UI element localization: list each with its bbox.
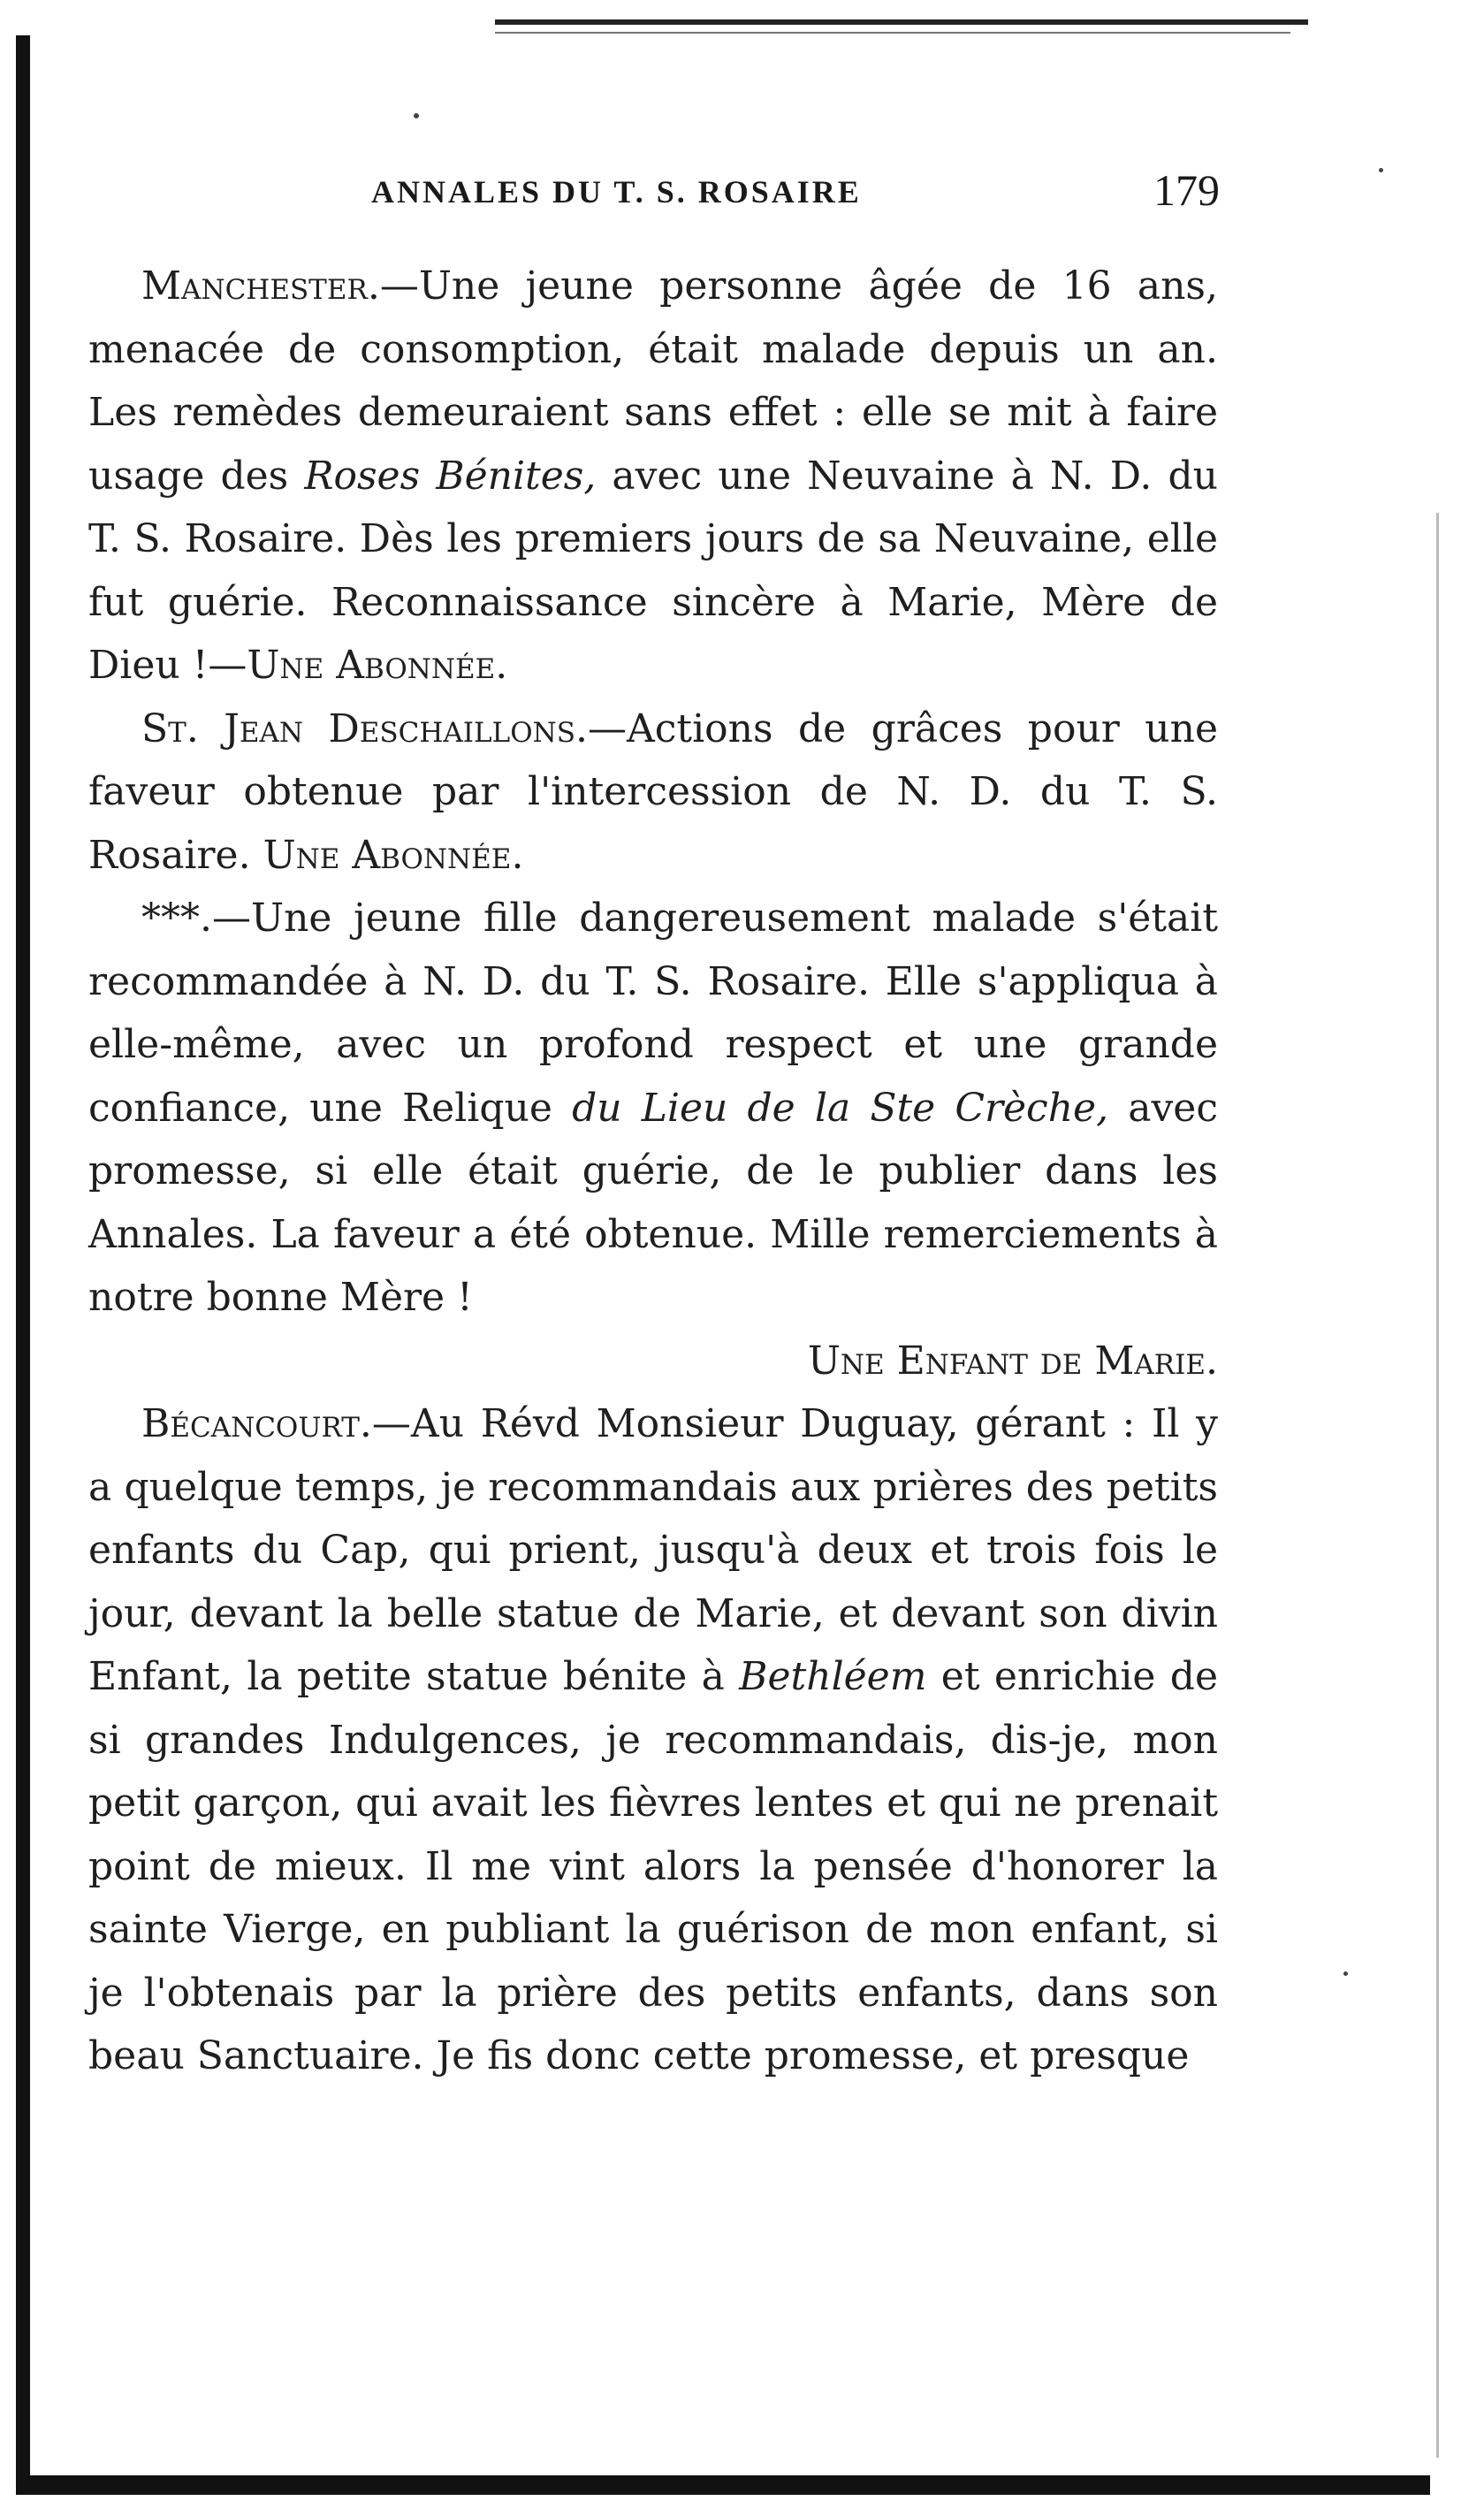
body-text: [88, 255, 1218, 2088]
signature: Une Enfant de Marie.: [807, 1338, 1218, 1384]
paragraph-text: avec promesse, si elle était guérie, de le publier dans les Annales. La faveur a été obtenue. Mille remerciements à notre bonne Mère !: [88, 1085, 1218, 1320]
place-name: Manchester.: [141, 263, 380, 309]
bottom-border-bar: [16, 2475, 1430, 2495]
right-rule: [1436, 513, 1439, 2458]
scan-speck: [1343, 1971, 1348, 1976]
italic-text: Roses Bénites,: [304, 453, 597, 499]
signature: Une Abonnée.: [263, 832, 524, 878]
paragraph-text: —Au Révd Monsieur Duguay, gérant : Il y a quelque temps, je recommandais aux prières des petits enfants du Cap, qui prient, jusqu'à deux et trois fois le jour, devant la belle statue de Marie, et devant son divin Enfant, la petite statue bénite à: [88, 1401, 1218, 1699]
top-rule-thin: [495, 32, 1290, 34]
paragraph-text: ***.—Une jeune fille dangereusement malade s'était recommandée à N. D. du T. S. Rosaire. Elle s'appliqua à elle-même, avec un profond respect et une grande confiance, une Relique: [88, 896, 1218, 1131]
signature: Une Abonnée.: [247, 643, 508, 688]
scan-speck: [1379, 168, 1383, 172]
page-number: 179: [1153, 165, 1220, 215]
italic-text: Bethléem: [739, 1654, 927, 1699]
paragraph-manchester: [88, 255, 1218, 698]
paragraph-text: avec une Neuvaine à N. D. du T. S. Rosaire. Dès les premiers jours de sa Neuvaine, elle fut guérie. Reconnaissance sincère à Marie, Mère de Dieu !—: [88, 453, 1218, 688]
paragraph-st-jean: [88, 698, 1218, 888]
paragraph-text: —Une jeune personne âgée de 16 ans, menacée de consomption, était malade depuis un an. Les remèdes demeuraient sans effet : elle se mit à faire usage des: [88, 263, 1218, 499]
paragraph-text: et enrichie de si grandes Indulgences, je recommandais, dis-je, mon petit garçon, qui avait les fièvres lentes et qui ne prenait point de mieux. Il me vint alors la pensée d'honorer la sainte Vierge, en publiant la guérison de mon enfant, si je l'obtenais par la prière des petits enfants, dans son beau Sanctuaire. Je fis donc cette promesse, et presque: [88, 1654, 1218, 2078]
left-border-bar: [16, 35, 30, 2493]
place-name: St. Jean Deschaillons.: [141, 705, 588, 751]
paragraph-anonymous: [88, 887, 1218, 1330]
top-rule: [495, 19, 1308, 25]
paragraph-text: —Actions de grâces pour une faveur obtenue par l'intercession de N. D. du T. S. Rosaire.: [88, 705, 1218, 878]
place-name: Bécancourt.: [141, 1401, 372, 1446]
italic-text: du Lieu de la Ste Crèche,: [572, 1085, 1109, 1131]
scan-speck: [414, 113, 419, 118]
paragraph-becancourt: [88, 1392, 1218, 2088]
signature-line: [88, 1330, 1218, 1393]
running-header: [371, 165, 1220, 221]
header-title: ANNALES DU T. S. ROSAIRE: [371, 174, 862, 210]
